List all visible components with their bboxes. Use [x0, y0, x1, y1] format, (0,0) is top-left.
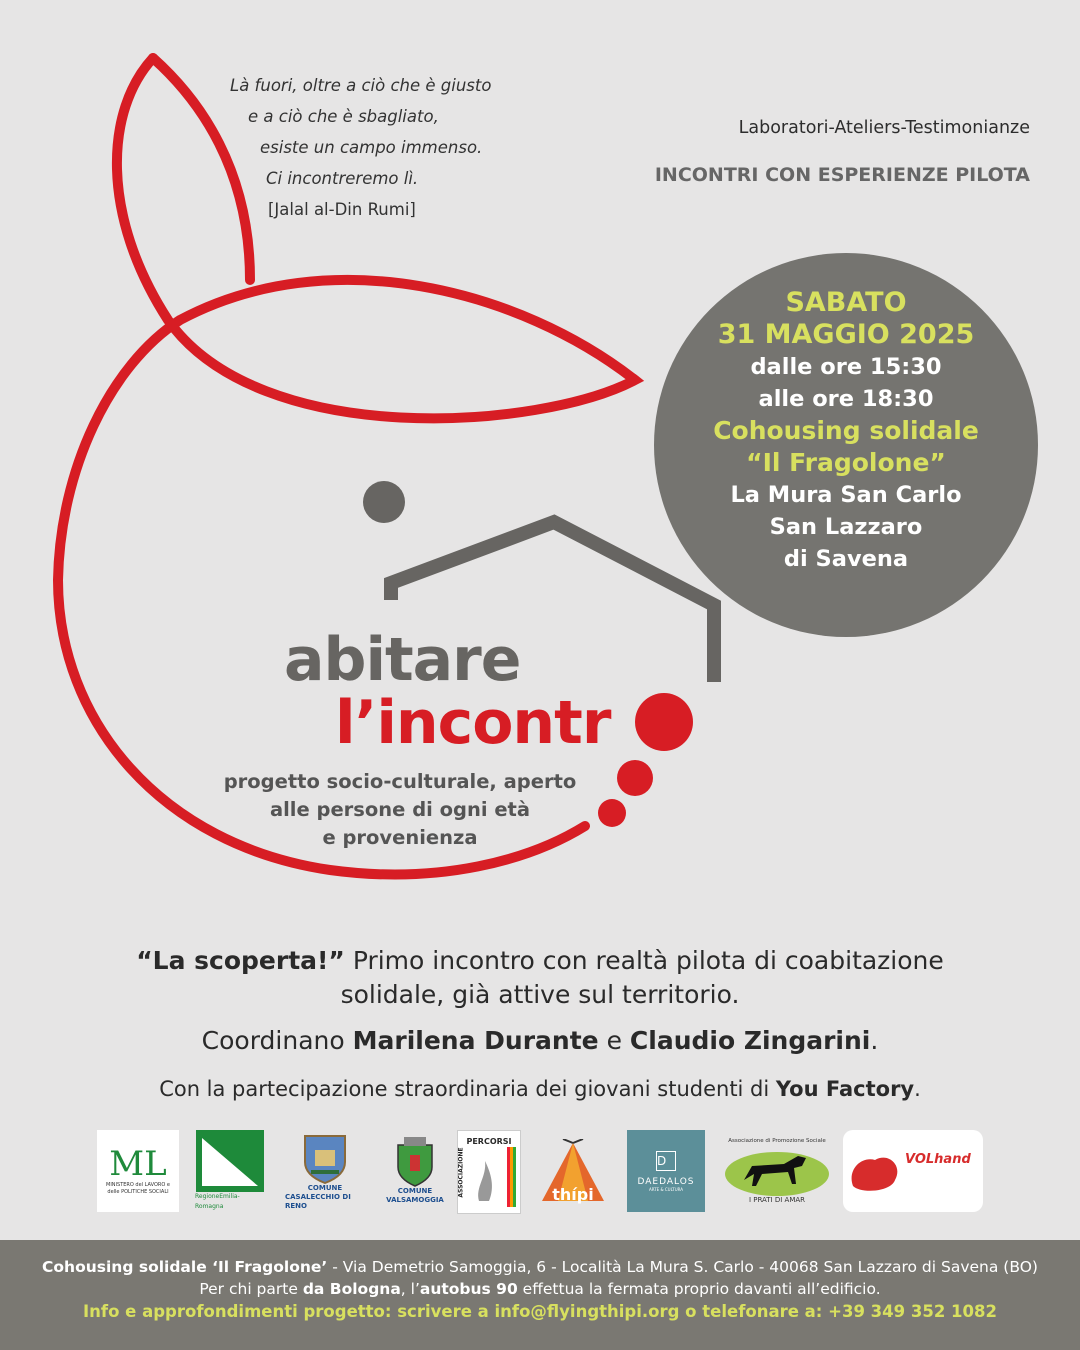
- logo-title-incontro: l’incontr: [335, 688, 611, 758]
- event-tagline: INCONTRI CON ESPERIENZE PILOTA: [654, 164, 1030, 186]
- project-line: e provenienza: [322, 826, 478, 849]
- ministero-letters: ML: [109, 1144, 167, 1184]
- thipi-text: thípi: [552, 1185, 594, 1204]
- prati-top-text: Associazione di Promozione Sociale: [728, 1138, 826, 1144]
- prati-di-amar-logo: [720, 1130, 834, 1212]
- event-day: SABATO: [785, 287, 907, 318]
- participation-end: .: [914, 1077, 921, 1101]
- percorsi-text: PERCORSI: [466, 1137, 512, 1146]
- event-place: La Mura San Carlo: [730, 482, 962, 508]
- quote-line: Là fuori, oltre a ciò che è giusto: [230, 76, 492, 95]
- event-time-from: dalle ore 15:30: [750, 354, 942, 380]
- regione-text: RegioneEmilia-Romagna: [195, 1193, 240, 1210]
- participation-prefix: Con la partecipazione straordinaria dei giovani studenti di: [159, 1077, 776, 1101]
- footer-text-bold: da Bologna: [302, 1280, 401, 1298]
- valsamoggia-logo: [380, 1130, 450, 1212]
- volhand-text: VOLhand: [905, 1152, 971, 1167]
- intro-text: solidale, già attive sul territorio.: [340, 980, 740, 1009]
- footer-text: effettua la fermata proprio davanti all’edificio.: [517, 1280, 881, 1298]
- coord-and: e: [598, 1026, 630, 1055]
- footer-text: Per chi parte: [199, 1280, 303, 1298]
- footer-venue-name: Cohousing solidale ‘Il Fragolone’: [42, 1258, 328, 1276]
- valsamoggia-text: COMUNE: [397, 1187, 433, 1195]
- event-info-circle: [654, 253, 1038, 637]
- prati-text: I PRATI DI AMAR: [748, 1196, 806, 1204]
- partner-logos: [95, 1130, 990, 1214]
- quote-author: [Jalal al-Din Rumi]: [268, 200, 416, 219]
- coordinator-name: Marilena Durante: [352, 1026, 599, 1055]
- project-line: progetto socio-culturale, aperto: [223, 770, 577, 793]
- regione-logo: [195, 1130, 265, 1212]
- daedalos-text: DAEDALOS: [637, 1176, 695, 1187]
- quote-line: esiste un campo immenso.: [260, 138, 483, 157]
- event-place: di Savena: [783, 546, 909, 572]
- coordinators-line: [40, 1024, 1040, 1058]
- footer-address: [0, 1256, 1080, 1278]
- percorsi-di-pace-logo: [457, 1130, 521, 1214]
- volhand-logo: [843, 1130, 983, 1212]
- footer-address-text: - Via Demetrio Samoggia, 6 - Località La Mura S. Carlo - 40068 San Lazzaro di Savena (BO): [327, 1258, 1038, 1276]
- ministero-logo: [97, 1130, 179, 1212]
- coordinator-name: Claudio Zingarini: [629, 1026, 871, 1055]
- event-venue-name: “Il Fragolone”: [746, 448, 946, 477]
- event-place: San Lazzaro: [769, 514, 923, 540]
- daedalos-mark: D: [656, 1151, 676, 1171]
- flying-thipi-logo: [535, 1130, 611, 1212]
- ministero-text: MINISTERO del LAVORO e delle POLITICHE SOCIALI: [106, 1182, 170, 1195]
- footer-contact: Info e approfondimenti progetto: scrivere a info@flyingthipi.org o telefonare a: +39 349 352 1082: [83, 1302, 997, 1321]
- coord-end: .: [870, 1026, 879, 1055]
- daedalos-subtext: ARTE & CULTURA: [649, 1186, 683, 1192]
- participation-line: [40, 1074, 1040, 1104]
- valsamoggia-text: VALSAMOGGIA: [386, 1196, 444, 1204]
- highlight-title: “La scoperta!”: [136, 946, 345, 975]
- event-subtitle: Laboratori-Ateliers-Testimonianze: [738, 118, 1030, 138]
- participant-name: You Factory: [775, 1077, 915, 1101]
- coord-prefix: Coordinano: [201, 1026, 353, 1055]
- footer-text: , l’: [400, 1280, 420, 1298]
- percorsi-text: ASSOCIAZIONE: [457, 1147, 465, 1198]
- casalecchio-logo: [285, 1130, 365, 1212]
- project-description: [180, 768, 620, 852]
- daedalos-logo: [627, 1130, 705, 1212]
- project-line: alle persone di ogni età: [269, 798, 531, 821]
- quote-line: Ci incontreremo lì.: [266, 169, 419, 188]
- footer-transport: [0, 1278, 1080, 1300]
- intro-paragraph: [40, 944, 1040, 1012]
- rumi-quote: [230, 70, 550, 225]
- red-dot-large: [617, 760, 653, 796]
- grey-head-dot: [363, 481, 405, 523]
- red-o-dot: [635, 693, 693, 751]
- casalecchio-text: COMUNE: [307, 1183, 343, 1192]
- footer-bus: autobus 90: [419, 1280, 518, 1298]
- footer-bar: [0, 1240, 1080, 1350]
- event-venue: Cohousing solidale: [713, 416, 979, 445]
- intro-text: Primo incontro con realtà pilota di coabitazione: [344, 946, 944, 975]
- logo-title-abitare: abitare: [284, 625, 521, 695]
- event-time-to: alle ore 18:30: [758, 386, 934, 412]
- event-date: 31 MAGGIO 2025: [717, 319, 975, 350]
- casalecchio-text: CASALECCHIO DI RENO: [285, 1192, 351, 1210]
- quote-line: e a ciò che è sbagliato,: [248, 107, 439, 126]
